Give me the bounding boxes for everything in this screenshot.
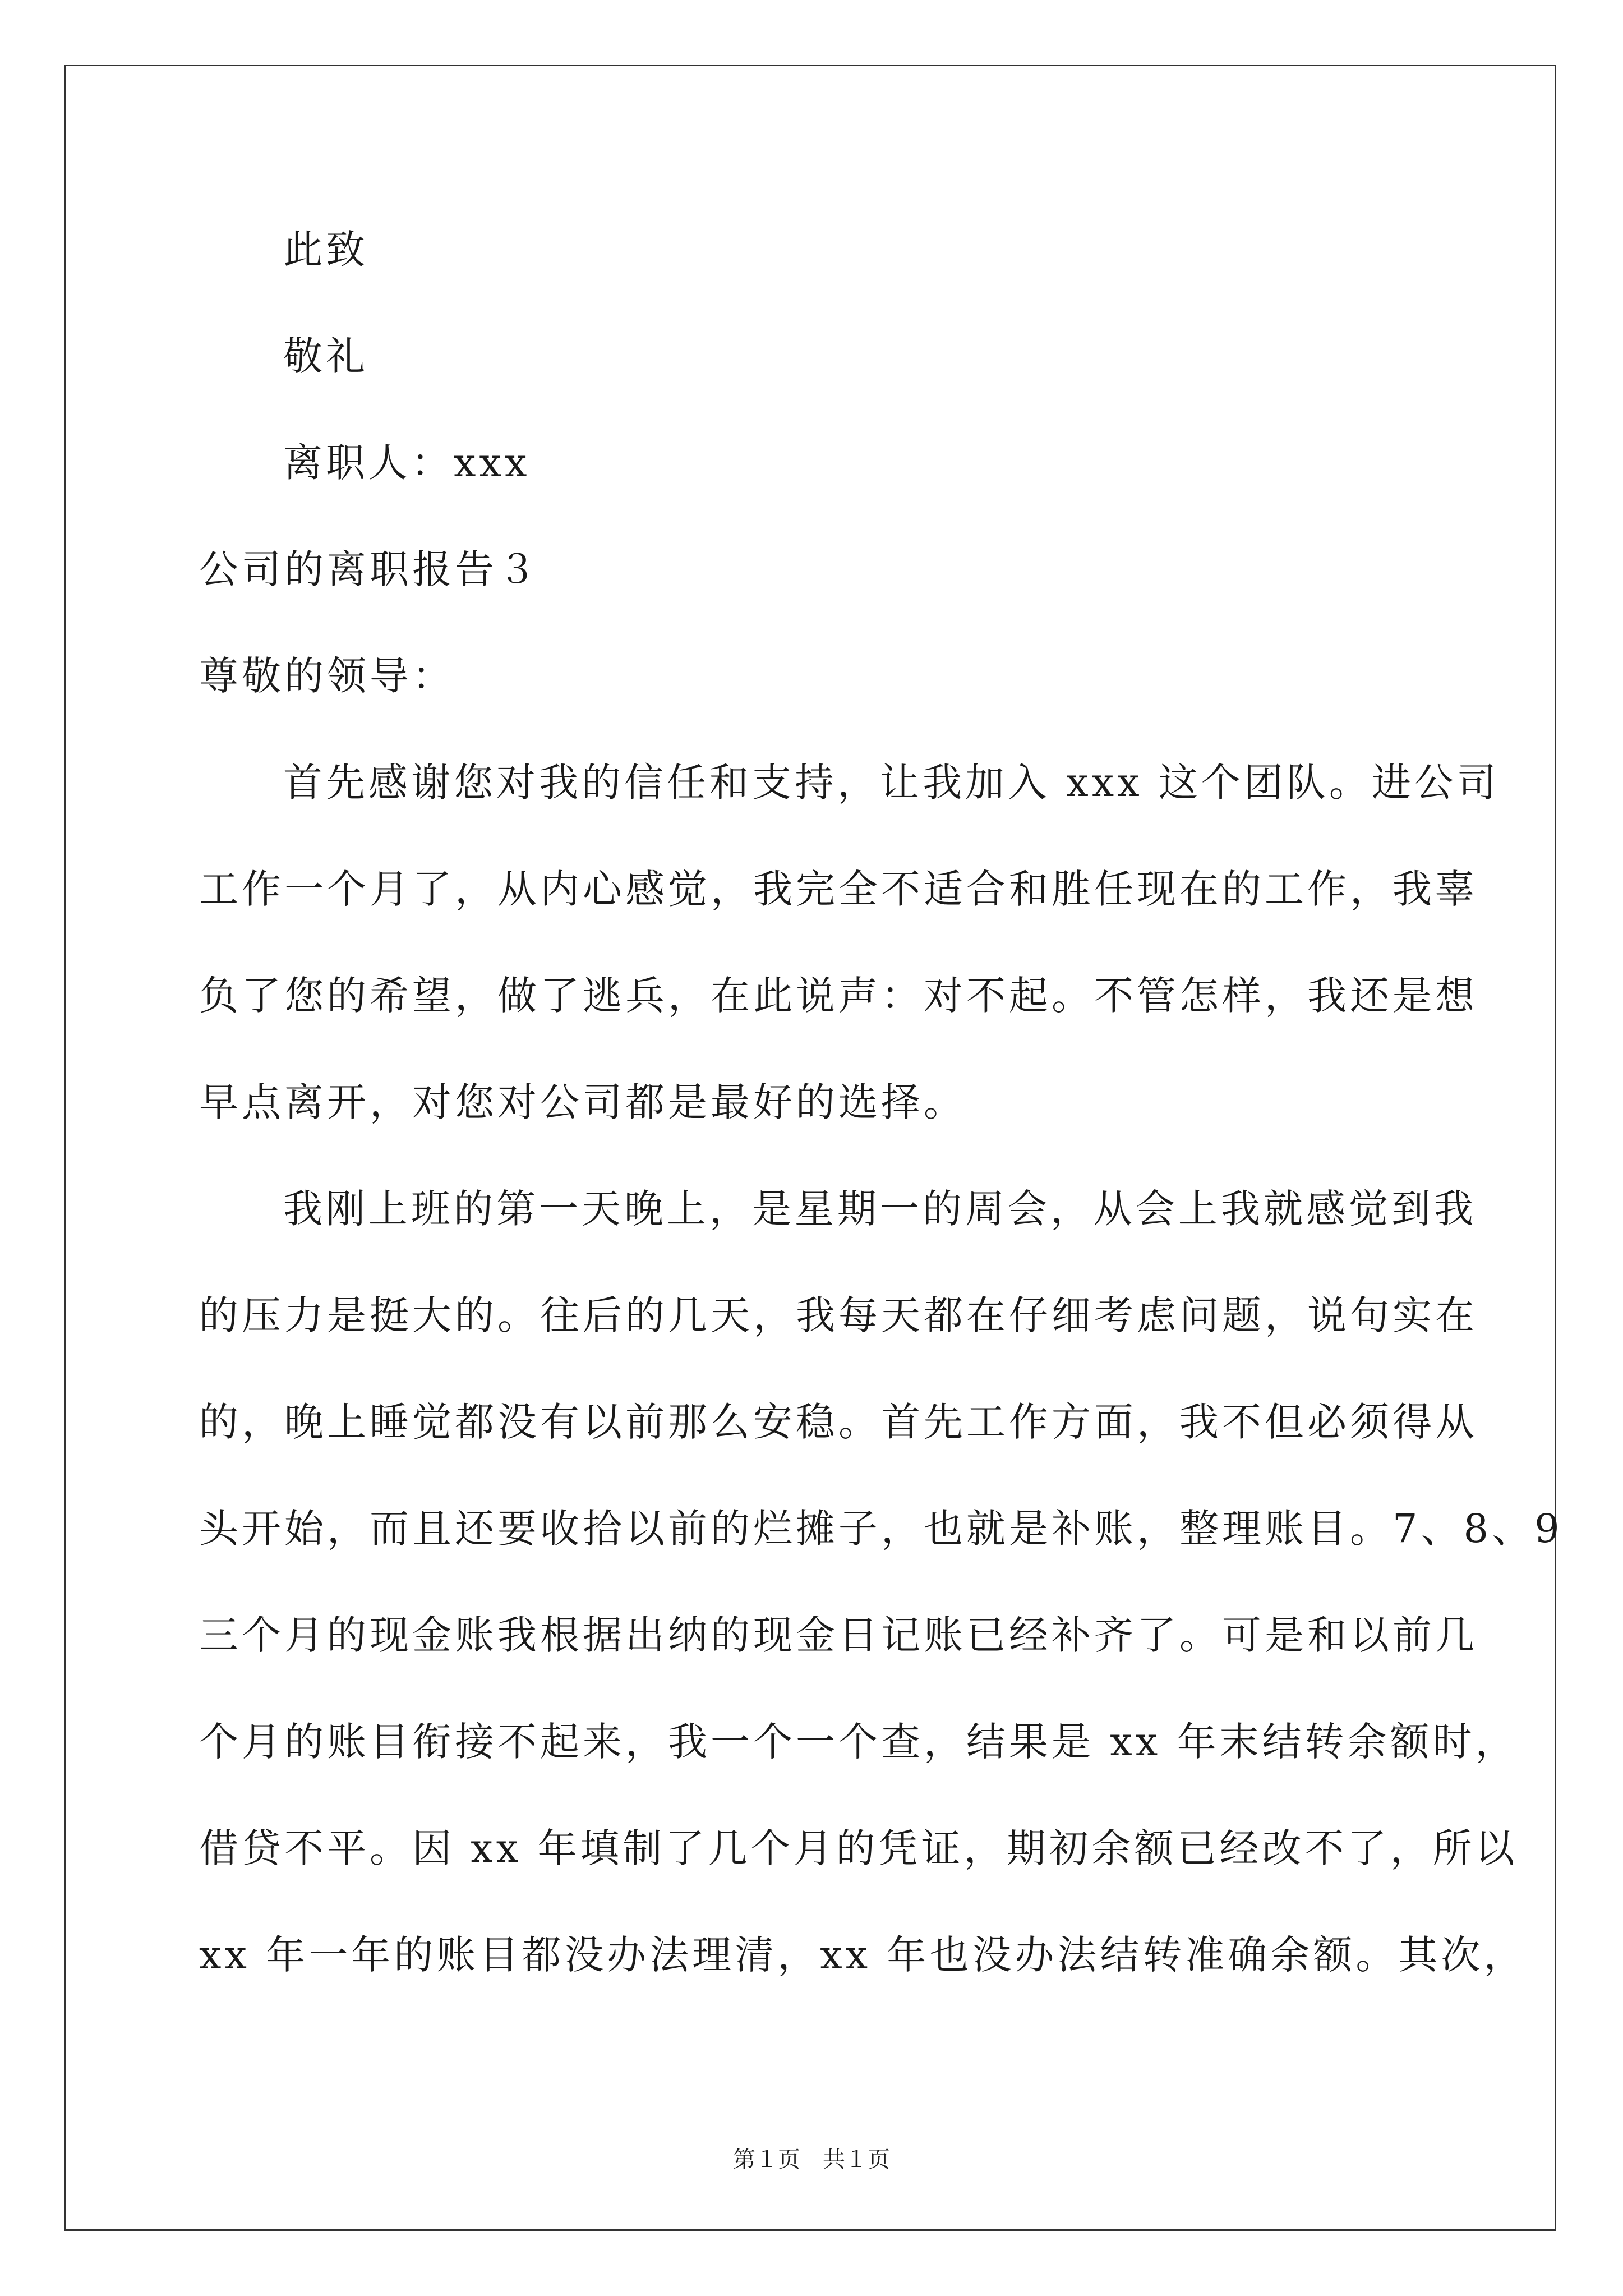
paragraph-line: 头开始，而且还要收拾以前的烂摊子，也就是补账，整理账目。7、8、9 xyxy=(199,1506,1563,1552)
paragraph-line: 首先感谢您对我的信任和支持，让我加入 xxx 这个团队。进公司 xyxy=(283,760,1500,806)
paragraph-line: 的，晚上睡觉都没有以前那么安稳。首先工作方面，我不但必须得从 xyxy=(199,1399,1478,1445)
page-border xyxy=(64,65,1556,2231)
greeting: 尊敬的领导： xyxy=(199,653,455,699)
paragraph-line: 三个月的现金账我根据出纳的现金日记账已经补齐了。可是和以前几 xyxy=(199,1612,1478,1658)
paragraph-line: 早点离开，对您对公司都是最好的选择。 xyxy=(199,1079,966,1125)
paragraph-line: 个月的账目衔接不起来，我一个一个查，结果是 xx 年末结转余额时， xyxy=(199,1719,1518,1765)
paragraph-line: 的压力是挺大的。往后的几天，我每天都在仔细考虑问题，说句实在 xyxy=(199,1292,1478,1338)
signature-line: 离职人：xxx xyxy=(283,440,531,486)
closing-regards: 敬礼 xyxy=(283,333,368,379)
paragraph-line: 我刚上班的第一天晚上，是星期一的周会，从会上我就感觉到我 xyxy=(283,1186,1477,1232)
paragraph-line: xx 年一年的账目都没办法理清，xx 年也没办法结转准确余额。其次， xyxy=(199,1932,1527,1978)
section-title: 公司的离职报告３ xyxy=(199,546,540,592)
page-footer: 第１页 共１页 xyxy=(733,2147,890,2173)
paragraph-line: 工作一个月了，从内心感觉，我完全不适合和胜任现在的工作，我辜 xyxy=(199,866,1478,912)
paragraph-line: 负了您的希望，做了逃兵，在此说声：对不起。不管怎样，我还是想 xyxy=(199,973,1478,1019)
paragraph-line: 借贷不平。因 xx 年填制了几个月的凭证，期初余额已经改不了，所以 xyxy=(199,1825,1518,1871)
closing-salutation: 此致 xyxy=(283,227,368,273)
